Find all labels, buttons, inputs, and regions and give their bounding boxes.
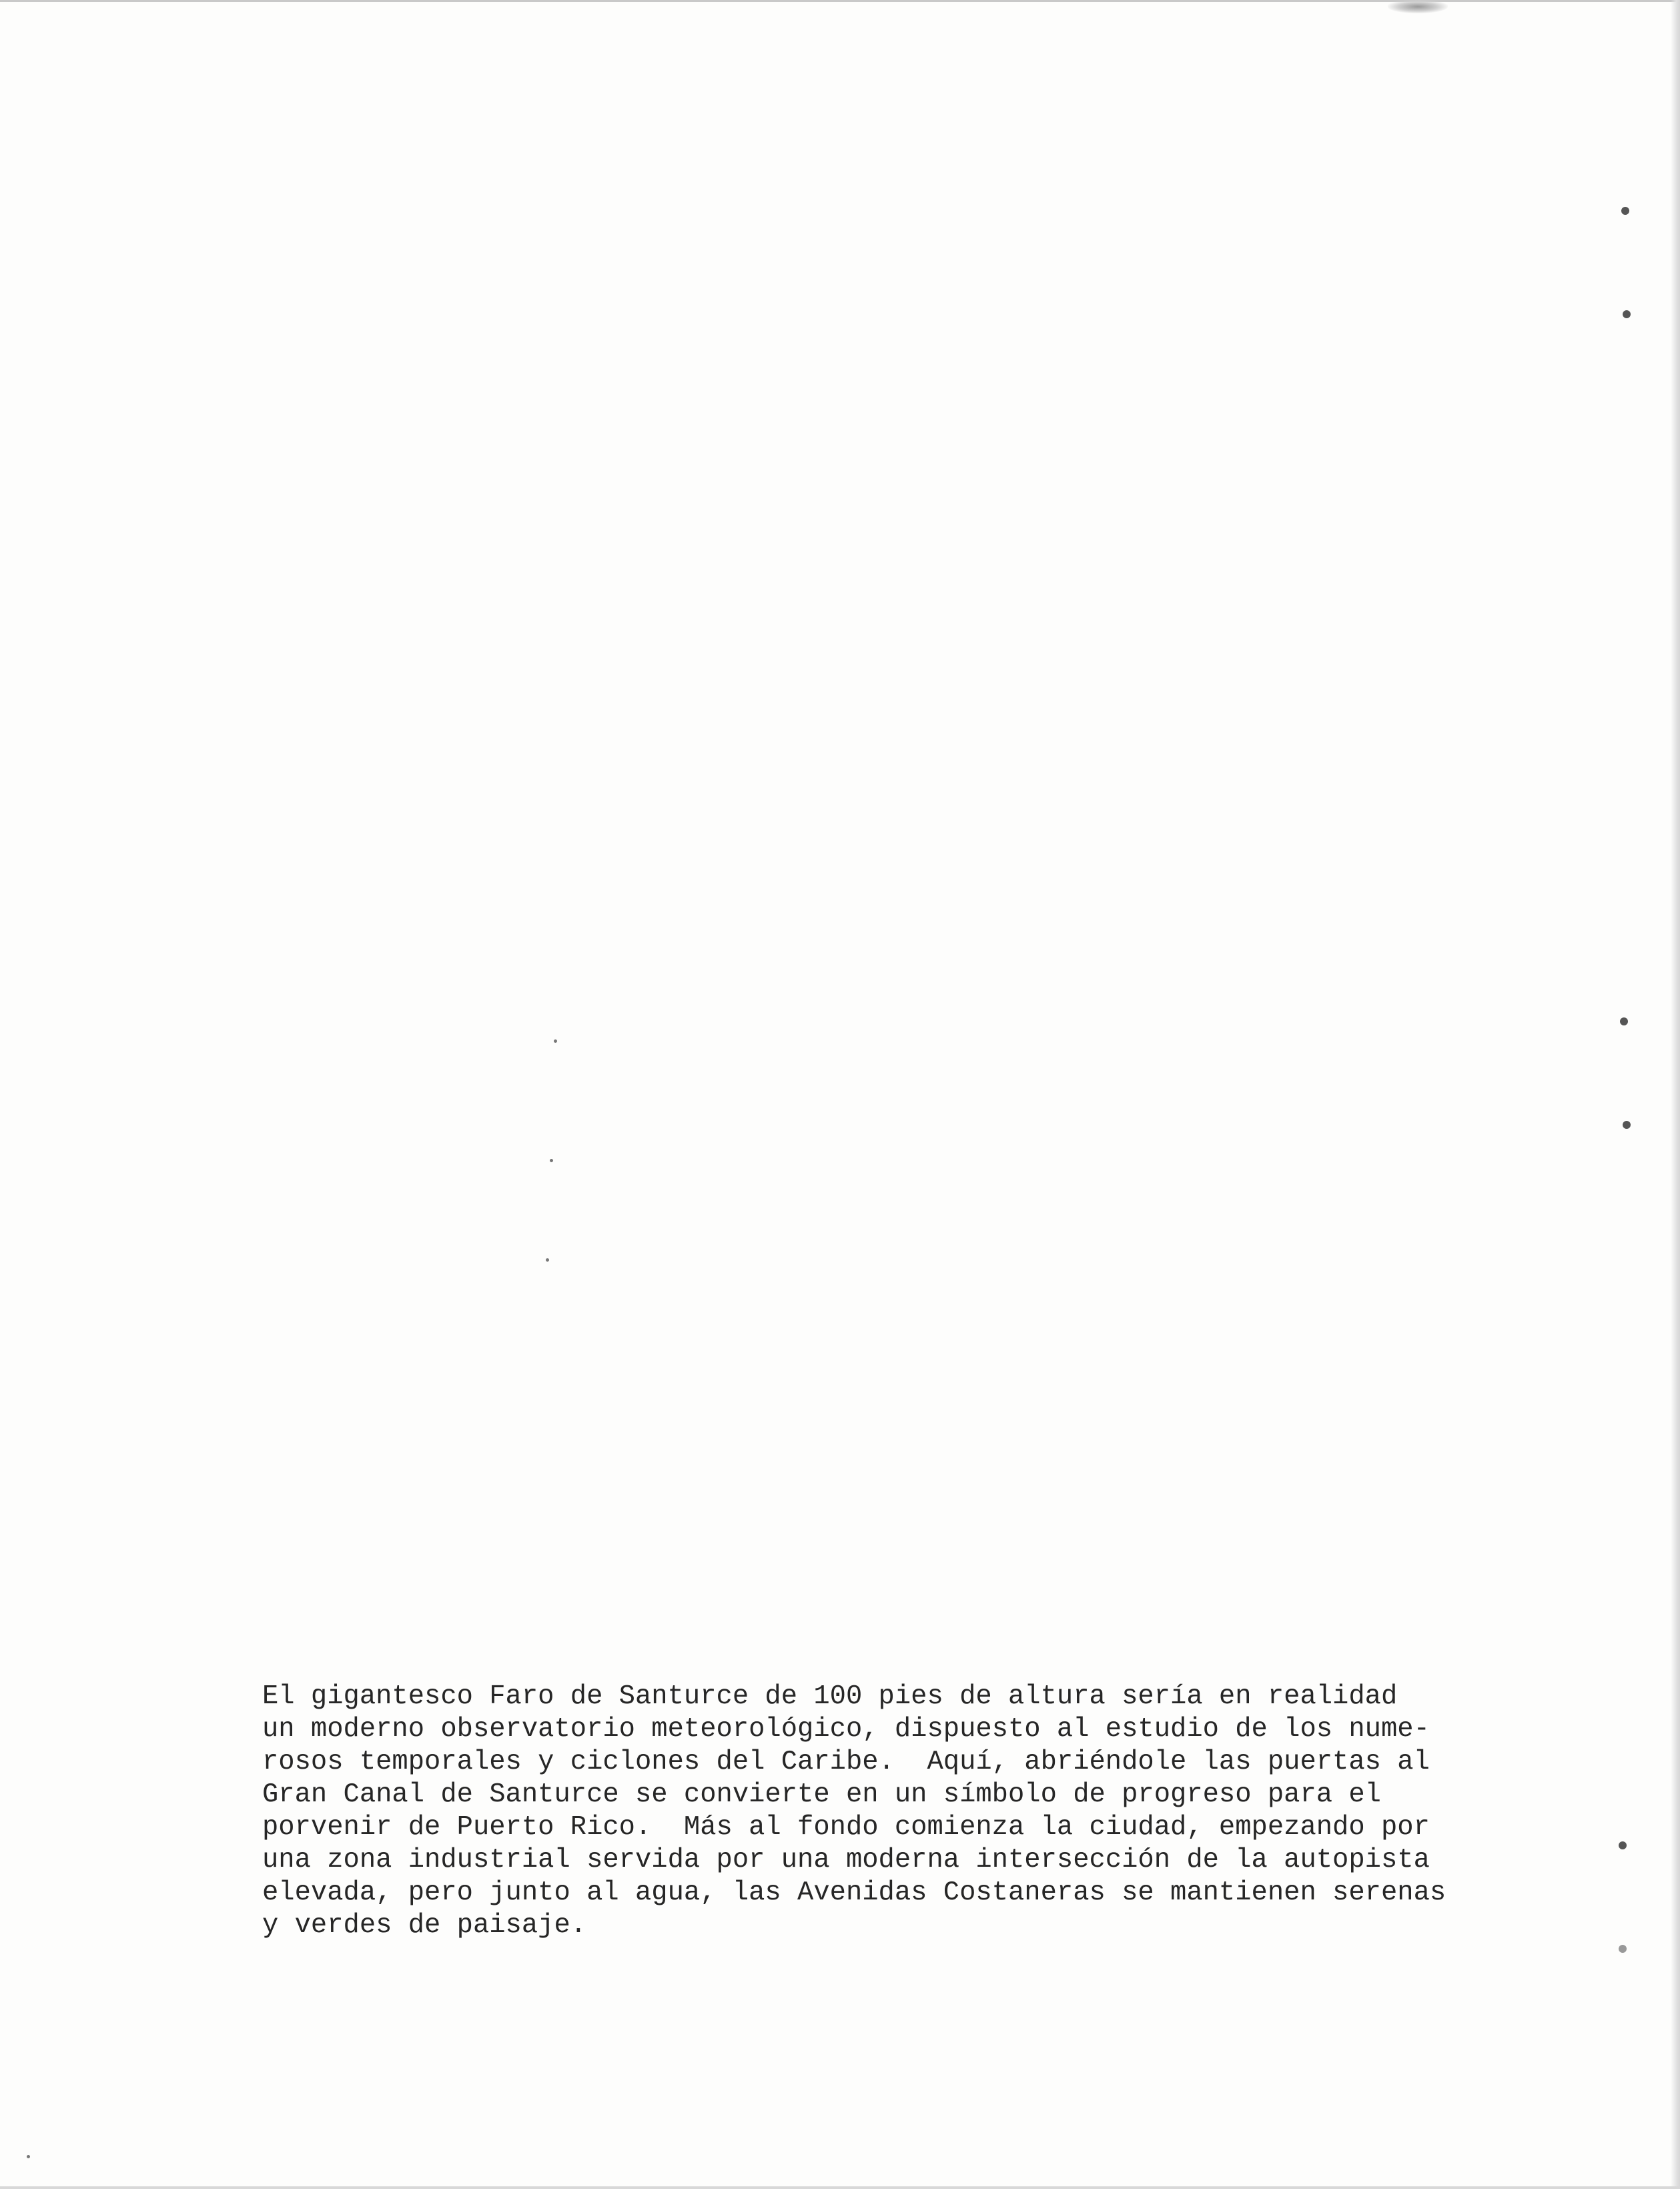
paper-speck bbox=[27, 2155, 30, 2158]
binder-hole-mark bbox=[1620, 1017, 1628, 1025]
page-top-shadow bbox=[1388, 0, 1448, 13]
caption-line: elevada, pero junto al agua, las Avenidas Costaneras se mantienen serenas bbox=[262, 1877, 1446, 1908]
caption-line: porvenir de Puerto Rico. Más al fondo comienza la ciudad, empezando por bbox=[262, 1812, 1430, 1843]
page-bottom-edge bbox=[0, 2186, 1680, 2189]
binder-hole-mark bbox=[1623, 310, 1631, 318]
binder-hole-mark bbox=[1623, 1121, 1631, 1129]
paper-speck bbox=[550, 1159, 553, 1162]
paper-speck bbox=[554, 1039, 557, 1043]
caption-paragraph bbox=[262, 1681, 1510, 1942]
caption-line: El gigantesco Faro de Santurce de 100 pies de altura sería en realidad bbox=[262, 1681, 1398, 1712]
binder-hole-mark bbox=[1621, 207, 1629, 215]
binder-hole-mark bbox=[1619, 1945, 1627, 1953]
caption-line: y verdes de paisaje. bbox=[262, 1910, 587, 1941]
binder-hole-mark bbox=[1619, 1841, 1627, 1849]
caption-line: un moderno observatorio meteorológico, dispuesto al estudio de los nume- bbox=[262, 1714, 1430, 1745]
paper-speck bbox=[546, 1258, 549, 1262]
caption-line: una zona industrial servida por una moderna intersección de la autopista bbox=[262, 1845, 1430, 1875]
caption-line: Gran Canal de Santurce se convierte en un símbolo de progreso para el bbox=[262, 1779, 1381, 1810]
page-right-edge bbox=[1671, 0, 1680, 2189]
caption-line: rosos temporales y ciclones del Caribe. Aquí, abriéndole las puertas al bbox=[262, 1747, 1430, 1777]
